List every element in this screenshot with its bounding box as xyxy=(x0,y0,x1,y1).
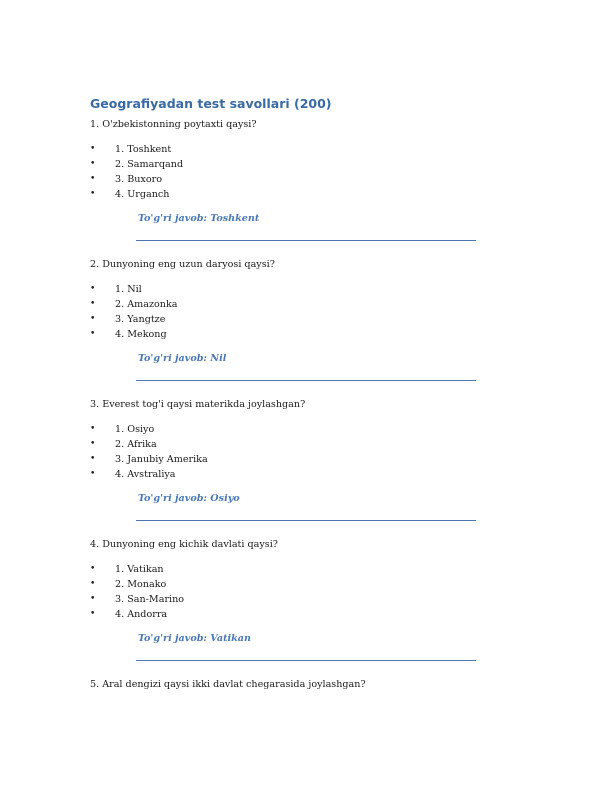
option-label: 1. Toshkent xyxy=(115,144,172,155)
options-list xyxy=(90,142,530,202)
options-list xyxy=(90,422,530,482)
bullet-icon: • xyxy=(90,439,96,449)
option-label: 2. Monako xyxy=(115,579,167,590)
option-item xyxy=(90,562,530,577)
bullet-icon: • xyxy=(90,189,96,199)
bullet-icon: • xyxy=(90,144,96,154)
option-label: 3. Yangtze xyxy=(115,314,166,325)
option-item xyxy=(90,437,530,452)
option-item xyxy=(90,592,530,607)
option-item xyxy=(90,452,530,467)
option-item xyxy=(90,607,530,622)
bullet-icon: • xyxy=(90,284,96,294)
options-list xyxy=(90,282,530,342)
option-item xyxy=(90,172,530,187)
bullet-icon: • xyxy=(90,454,96,464)
question-text: 2. Dunyoning eng uzun daryosi qaysi? xyxy=(90,259,275,270)
option-label: 4. Andorra xyxy=(115,609,168,620)
question-text: 3. Everest tog'i qaysi materikda joylashgan? xyxy=(90,399,306,410)
option-item xyxy=(90,187,530,202)
correct-answer: To'g'ri javob: Toshkent xyxy=(138,213,260,224)
question-text: 5. Aral dengizi qaysi ikki davlat chegarasida joylashgan? xyxy=(90,679,366,690)
bullet-icon: • xyxy=(90,579,96,589)
option-label: 2. Afrika xyxy=(115,439,157,450)
bullet-icon: • xyxy=(90,609,96,619)
question-2 xyxy=(90,258,530,398)
option-label: 4. Mekong xyxy=(115,329,167,340)
correct-answer: To'g'ri javob: Vatikan xyxy=(138,633,252,644)
question-1 xyxy=(90,118,530,258)
question-3 xyxy=(90,398,530,538)
option-label: 3. Buxoro xyxy=(115,174,162,185)
option-label: 1. Osiyo xyxy=(115,424,155,435)
correct-answer: To'g'ri javob: Nil xyxy=(138,353,227,364)
bullet-icon: • xyxy=(90,469,96,479)
document-page xyxy=(90,96,530,691)
bullet-icon: • xyxy=(90,424,96,434)
bullet-icon: • xyxy=(90,174,96,184)
option-item xyxy=(90,297,530,312)
option-item xyxy=(90,282,530,297)
correct-answer: To'g'ri javob: Osiyo xyxy=(138,493,240,504)
question-4 xyxy=(90,538,530,678)
bullet-icon: • xyxy=(90,329,96,339)
option-label: 1. Vatikan xyxy=(115,564,164,575)
option-label: 1. Nil xyxy=(115,284,142,295)
option-item xyxy=(90,157,530,172)
question-text: 4. Dunyoning eng kichik davlati qaysi? xyxy=(90,539,278,550)
document-title: Geografiyadan test savollari (200) xyxy=(90,96,332,111)
bullet-icon: • xyxy=(90,159,96,169)
option-label: 3. San-Marino xyxy=(115,594,185,605)
option-label: 4. Avstraliya xyxy=(115,469,176,480)
option-label: 3. Janubiy Amerika xyxy=(115,454,208,465)
options-list xyxy=(90,562,530,622)
option-item xyxy=(90,422,530,437)
question-5 xyxy=(90,678,530,691)
option-item xyxy=(90,312,530,327)
bullet-icon: • xyxy=(90,564,96,574)
option-item xyxy=(90,467,530,482)
question-text: 1. O'zbekistonning poytaxti qaysi? xyxy=(90,119,257,130)
option-item xyxy=(90,577,530,592)
option-item xyxy=(90,142,530,157)
bullet-icon: • xyxy=(90,299,96,309)
option-label: 2. Samarqand xyxy=(115,159,184,170)
option-item xyxy=(90,327,530,342)
option-label: 2. Amazonka xyxy=(115,299,178,310)
bullet-icon: • xyxy=(90,314,96,324)
bullet-icon: • xyxy=(90,594,96,604)
option-label: 4. Urganch xyxy=(115,189,170,200)
